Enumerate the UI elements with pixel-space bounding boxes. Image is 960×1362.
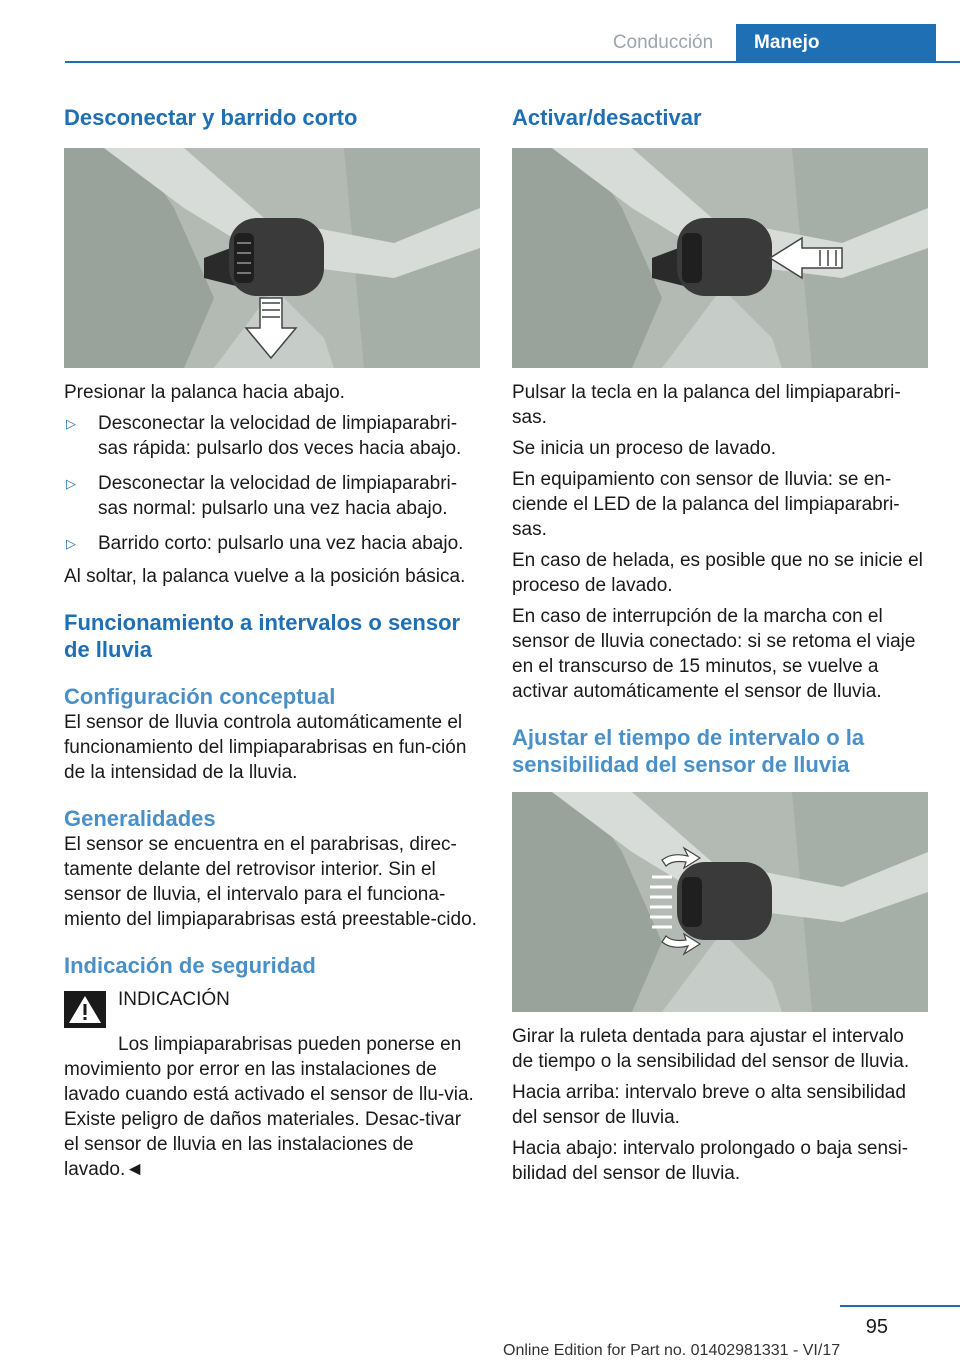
text-pulsar: Pulsar la tecla en la palanca del limpiaparabri‐sas. xyxy=(512,382,901,428)
text-generalidades: El sensor se encuentra en el parabrisas, direc‐tamente delante del retrovisor interior. Sin el sensor de lluvia, el intervalo para el funciona‐miento del limpiaparabrisas está preestable‐cido. xyxy=(64,834,477,930)
tab-conduccion[interactable]: Conducción xyxy=(590,24,736,61)
text-configuracion: El sensor de lluvia controla automáticamente el funcionamiento del limpiaparabrisas en fun‐ción de la intensidad de la lluvia. xyxy=(64,712,467,783)
figure-lever-press xyxy=(512,148,928,368)
edition-note: Online Edition for Part no. 01402981331 - VI/17 xyxy=(503,1342,841,1359)
text-arriba: Hacia arriba: intervalo breve o alta sensibilidad del sensor de lluvia. xyxy=(512,1082,906,1128)
left-column xyxy=(64,100,480,1182)
triangle-right-icon: ▷ xyxy=(66,416,76,431)
figure-lever-down xyxy=(64,148,480,368)
footer-rule xyxy=(840,1305,960,1307)
text-helada: En caso de helada, es posible que no se inicie el proceso de lavado. xyxy=(512,550,923,596)
heading-configuracion: Configuración conceptual xyxy=(64,684,336,709)
warning-block xyxy=(64,987,480,1028)
heading-funcionamiento: Funcionamiento a intervalos o sensor de lluvia xyxy=(64,610,461,662)
tab-manejo[interactable]: Manejo xyxy=(736,24,936,61)
page-number: 95 xyxy=(865,1316,888,1338)
heading-indicacion: Indicación de seguridad xyxy=(64,953,316,978)
text-al-soltar: Al soltar, la palanca vuelve a la posición básica. xyxy=(64,566,466,587)
warning-text: Los limpiaparabrisas pueden ponerse en movimiento por error en las instalaciones de lavado cuando está activado el sensor de llu‐via. Existe peligro de daños materiales. Desac‐tivar el sensor de lluvia en las instalaciones de lavado.◄ xyxy=(64,1034,474,1180)
heading-activar: Activar/desactivar xyxy=(512,105,702,130)
heading-generalidades: Generalidades xyxy=(64,806,216,831)
warning-title-wrap xyxy=(106,987,230,1028)
warning-triangle-icon xyxy=(64,991,106,1028)
header-rule xyxy=(65,61,960,63)
text-inicia: Se inicia un proceso de lavado. xyxy=(512,438,777,459)
heading-ajustar: Ajustar el tiempo de intervalo o la sensibilidad del sensor de lluvia xyxy=(512,725,865,777)
warning-title: INDICACIÓN xyxy=(118,989,230,1010)
text-interrupcion: En caso de interrupción de la marcha con el sensor de lluvia conectado: si se retoma el viaje en el transcurso de 15 minutos, se vuelve a activar automáticamente el sensor de lluvia. xyxy=(512,606,916,702)
chapter-nav xyxy=(590,24,936,61)
triangle-right-icon: ▷ xyxy=(66,536,76,551)
text-abajo: Hacia abajo: intervalo prolongado o baja sensi‐bilidad del sensor de lluvia. xyxy=(512,1138,909,1184)
triangle-right-icon: ▷ xyxy=(66,476,76,491)
list-item: ▷ Desconectar la velocidad de limpiaparabri‐sas normal: pulsarlo una vez hacia abajo. xyxy=(66,473,458,519)
heading-desconectar: Desconectar y barrido corto xyxy=(64,105,358,130)
text-equipamiento: En equipamiento con sensor de lluvia: se en‐ciende el LED de la palanca del limpiaparabri‐sas. xyxy=(512,469,900,540)
figure-wheel-rotate xyxy=(512,792,928,1012)
text-girar: Girar la ruleta dentada para ajustar el intervalo de tiempo o la sensibilidad del sensor de lluvia. xyxy=(512,1026,910,1072)
text-presionar: Presionar la palanca hacia abajo. xyxy=(64,382,345,403)
list-item: ▷ Desconectar la velocidad de limpiaparabri‐sas rápida: pulsarlo dos veces hacia abajo. xyxy=(66,413,462,459)
list-item: ▷ Barrido corto: pulsarlo una vez hacia abajo. xyxy=(66,533,464,554)
right-column xyxy=(512,100,928,1186)
